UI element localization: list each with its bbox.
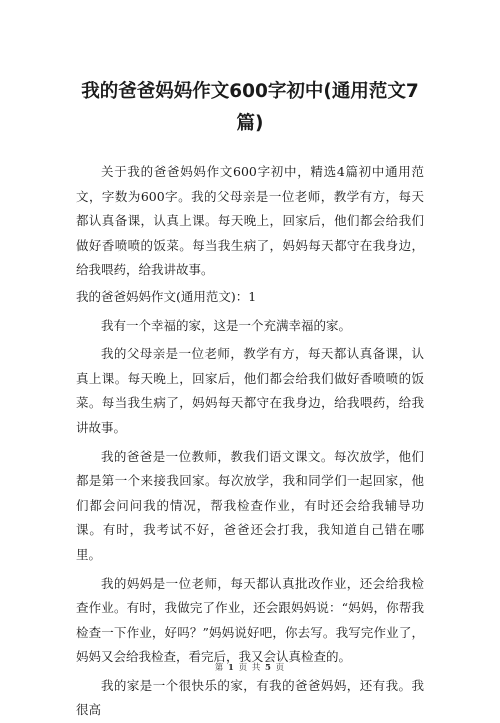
body-paragraph: 我有一个幸福的家，这是一个充满幸福的家。 bbox=[101, 317, 352, 333]
document-body bbox=[76, 160, 424, 723]
body-paragraph: 我的父母亲是一位老师，教学有方，每天都认真备课，认真上课。每天晚上，回家后，他们都会给我们做好香喷喷的饭菜。每当我生病了，妈妈每天都守在我身边，给我喂药，给我讲故事。 bbox=[76, 346, 424, 435]
footer-middle: 页 共 bbox=[238, 663, 262, 673]
section-heading: 我的爸爸妈妈作文(通用范文)：1 bbox=[76, 288, 257, 304]
current-page-number: 1 bbox=[228, 663, 235, 673]
document-title: 我的爸爸妈妈作文600字初中(通用范文7篇) bbox=[81, 81, 419, 134]
footer-prefix: 第 bbox=[214, 663, 225, 673]
total-pages-number: 5 bbox=[265, 663, 272, 673]
page-footer bbox=[0, 661, 500, 673]
body-paragraph: 我的爸爸是一位教师，教我们语文课文。每次放学，他们都是第一个来接我回家。每次放学，我和同学们一起回家，他们都会问问我的情况，帮我检查作业，有时还会给我辅导功课。有时，我考试不好，爸爸还会打我，我知道自己错在哪里。 bbox=[76, 448, 424, 562]
body-paragraph: 我的家是一个很快乐的家，有我的爸爸妈妈，还有我。我很高 bbox=[76, 677, 424, 718]
body-paragraph: 我的妈妈是一位老师，每天都认真批改作业，还会给我检查作业。有时，我做完了作业，还会跟妈妈说：“妈妈，你帮我检查一下作业，好吗？”妈妈说好吧，你去写。我写完作业了，妈妈又会给我检查，看完后，我又会认真检查的。 bbox=[76, 575, 424, 665]
footer-suffix: 页 bbox=[275, 663, 286, 673]
intro-paragraph: 关于我的爸爸妈妈作文600字初中，精选4篇初中通用范文，字数为600字。我的父母亲是一位老师，教学有方，每天都认真备课，认真上课。每天晚上，回家后，他们都会给我们做好香喷喷的饭菜。每当我生病了，妈妈每天都守在我身边，给我喂药，给我讲故事。 bbox=[76, 164, 424, 278]
